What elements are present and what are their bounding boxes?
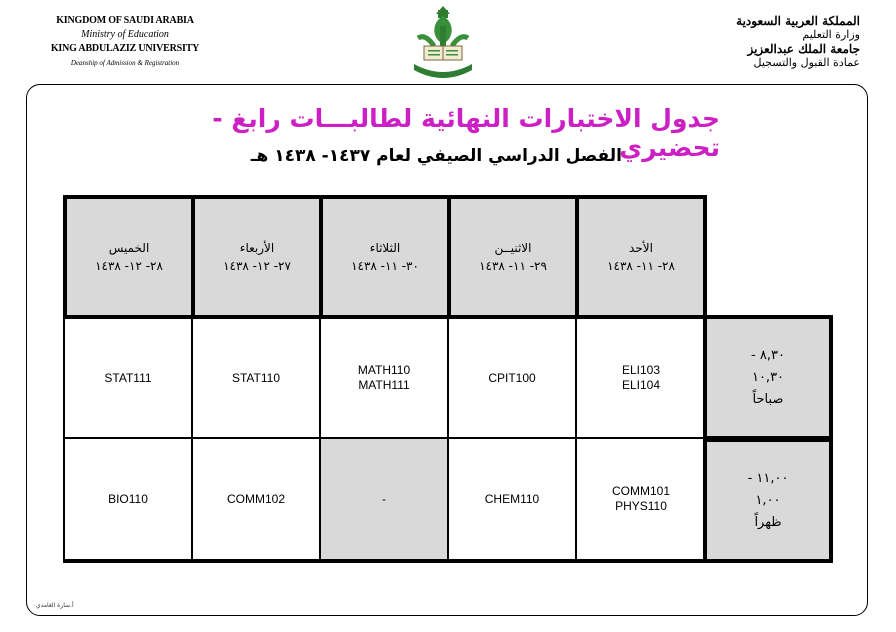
course-code: ELI104: [621, 378, 661, 392]
course-code: COMM102: [226, 491, 285, 506]
exam-cell: [321, 319, 447, 437]
ministry-label: Ministry of Education: [81, 29, 169, 40]
day-header-thursday: [67, 199, 191, 315]
university-arabic-label: جامعة الملك عبدالعزيز: [747, 42, 860, 56]
course-code: COMM101: [611, 484, 670, 498]
course-code: ELI103: [621, 363, 661, 377]
day-header-sunday: [579, 199, 703, 315]
deanship-arabic-label: عمادة القبول والتسجيل: [753, 56, 860, 69]
day-date: ٢٨- ١١- ١٤٣٨: [607, 259, 675, 273]
day-date: ٢٩- ١١- ١٤٣٨: [479, 259, 547, 273]
page-title: جدول الاختبارات النهائية لطالبـــات رابغ - تحضيري: [212, 104, 720, 162]
exam-cell: [449, 439, 575, 559]
day-name: الخميس: [108, 241, 150, 255]
exam-cell: [193, 439, 319, 559]
university-label: KING ABDULAZIZ UNIVERSITY: [50, 43, 200, 54]
time-end: ١٠,٣٠: [751, 369, 785, 385]
course-code: STAT111: [104, 370, 152, 385]
exam-cell: [449, 319, 575, 437]
time-start: ١١,٠٠ -: [747, 470, 789, 486]
day-header-monday: [451, 199, 575, 315]
header-arabic: [710, 14, 860, 70]
kingdom-label: KINGDOM OF SAUDI ARABIA: [56, 15, 194, 26]
course-code: PHYS110: [615, 499, 667, 513]
day-name: الأحد: [629, 241, 653, 255]
course-code: MATH110: [357, 363, 411, 377]
day-name: الثلاثاء: [369, 241, 401, 255]
header-english: [40, 14, 210, 70]
course-code: CHEM110: [484, 491, 540, 506]
day-date: ٢٧- ١٢- ١٤٣٨: [223, 259, 291, 273]
exam-cell: [193, 319, 319, 437]
course-code: -: [382, 491, 386, 506]
deanship-label: Deanship of Admission & Registration: [70, 59, 180, 67]
time-slot-noon: [703, 438, 833, 563]
exam-cell: [577, 439, 705, 559]
page-subtitle: الفصل الدراسي الصيفي لعام ١٤٣٧- ١٤٣٨ هـ: [250, 146, 622, 166]
ministry-arabic-label: وزارة التعليم: [802, 28, 860, 41]
kingdom-arabic-label: المملكة العربية السعودية: [736, 14, 860, 28]
exam-cell: [65, 319, 191, 437]
course-code: BIO110: [108, 491, 148, 506]
time-end: ١,٠٠: [755, 492, 781, 508]
day-name: الاثنيــن: [494, 241, 532, 255]
exam-cell: [65, 439, 191, 559]
time-period-label: صباحاً: [752, 391, 784, 407]
time-period-label: ظهراً: [754, 514, 782, 530]
course-code: CPIT100: [488, 370, 536, 385]
exam-cell: [577, 319, 705, 437]
day-name: الأربعاء: [239, 241, 275, 255]
day-header-wednesday: [195, 199, 319, 315]
time-start: ٨,٣٠ -: [751, 347, 785, 363]
university-logo-icon: [410, 6, 476, 80]
exam-schedule-table: [63, 195, 707, 563]
course-code: STAT110: [231, 370, 281, 385]
day-date: ٣٠- ١١- ١٤٣٨: [351, 259, 419, 273]
course-code: MATH111: [358, 378, 410, 392]
exam-cell-empty: [321, 439, 447, 559]
day-date: ٢٨- ١٢- ١٤٣٨: [95, 259, 163, 273]
footer-author: أ.سارة الغامدي: [36, 602, 74, 609]
day-header-tuesday: [323, 199, 447, 315]
time-slot-morning: [703, 315, 833, 440]
